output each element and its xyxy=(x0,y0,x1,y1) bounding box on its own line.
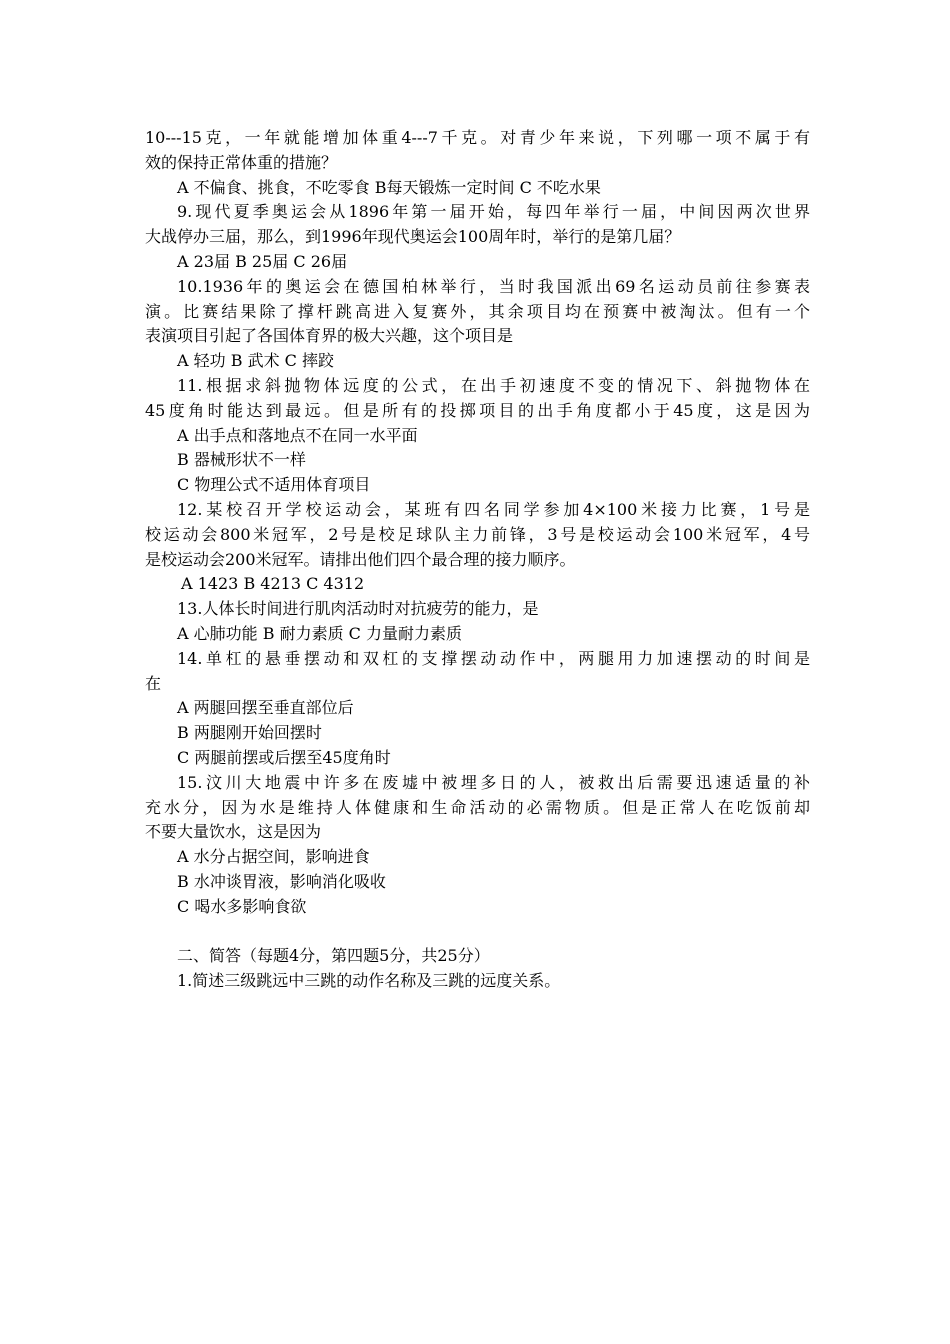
q11-option-c: C 物理公式不适用体育项目 xyxy=(177,475,371,495)
section-spacer xyxy=(145,920,810,945)
q11-text-line-2: 45度角时能达到最远。但是所有的投掷项目的出手角度都小于45度，这是因为 xyxy=(145,400,810,420)
q12-options: A 1423 B 4213 C 4312 xyxy=(181,574,365,594)
q11-option-a: A 出手点和落地点不在同一水平面 xyxy=(177,425,418,445)
q10-text-line-1: 10.1936年的奥运会在德国柏林举行，当时我国派出69名运动员前往参赛表 xyxy=(177,276,810,296)
document-page xyxy=(145,126,810,994)
q14-option-c: C 两腿前摆或后摆至45度角时 xyxy=(177,747,391,767)
q8-text-line-2: 效的保持正常体重的措施？ xyxy=(145,152,338,172)
q9-text-line-1: 9.现代夏季奥运会从1896年第一届开始，每四年举行一届，中间因两次世界 xyxy=(177,202,810,222)
q12-text-line-1: 12.某校召开学校运动会，某班有四名同学参加4×100米接力比赛，1号是 xyxy=(177,499,810,519)
q10-text-line-2: 演。比赛结果除了撑杆跳高进入复赛外，其余项目均在预赛中被淘汰。但有一个 xyxy=(145,301,810,321)
q15-text-line-3: 不要大量饮水，这是因为 xyxy=(145,822,322,842)
q8-text-line-1: 10---15克，一年就能增加体重4---7千克。对青少年来说，下列哪一项不属于有 xyxy=(145,128,810,147)
q13-options: A 心肺功能 B 耐力素质 C 力量耐力素质 xyxy=(177,623,462,643)
q14-option-b: B 两腿刚开始回摆时 xyxy=(177,723,322,743)
q10-text-line-3: 表演项目引起了各国体育界的极大兴趣，这个项目是 xyxy=(145,326,514,346)
q15-text-line-2: 充水分，因为水是维持人体健康和生命活动的必需物质。但是正常人在吃饭前却 xyxy=(145,797,810,817)
q12-text-line-3: 是校运动会200米冠军。请排出他们四个最合理的接力顺序。 xyxy=(145,549,576,569)
section-heading-short-answer: 二、简答（每题4分，第四题5分，共25分） xyxy=(177,946,490,966)
q11-text-line-1: 11.根据求斜抛物体远度的公式，在出手初速度不变的情况下、斜抛物体在 xyxy=(177,375,810,395)
sa1-text: 1.简述三级跳远中三跳的动作名称及三跳的远度关系。 xyxy=(177,971,561,991)
q15-text-line-1: 15.汶川大地震中许多在废墟中被埋多日的人，被救出后需要迅速适量的补 xyxy=(177,772,810,792)
q9-options: A 23届 B 25届 C 26届 xyxy=(177,251,348,271)
q15-option-c: C 喝水多影响食欲 xyxy=(177,896,307,916)
q10-options: A 轻功 B 武术 C 摔跤 xyxy=(177,351,334,371)
q13-text: 13.人体长时间进行肌肉活动时对抗疲劳的能力，是 xyxy=(177,599,539,619)
q14-text-line-2: 在 xyxy=(145,673,162,693)
q11-option-b: B 器械形状不一样 xyxy=(177,450,306,470)
q14-option-a: A 两腿回摆至垂直部位后 xyxy=(177,698,354,718)
q9-text-line-2: 大战停办三届，那么，到1996年现代奥运会100周年时，举行的是第几届？ xyxy=(145,227,681,247)
q8-options: A 不偏食、挑食，不吃零食 B每天锻炼一定时间 C 不吃水果 xyxy=(177,177,601,197)
q15-option-b: B 水冲谈胃液，影响消化吸收 xyxy=(177,871,386,891)
q14-text-line-1: 14.单杠的悬垂摆动和双杠的支撑摆动动作中，两腿用力加速摆动的时间是 xyxy=(177,648,810,668)
q15-option-a: A 水分占据空间，影响进食 xyxy=(177,847,370,867)
q12-text-line-2: 校运动会800米冠军，2号是校足球队主力前锋，3号是校运动会100米冠军，4号 xyxy=(145,524,810,544)
